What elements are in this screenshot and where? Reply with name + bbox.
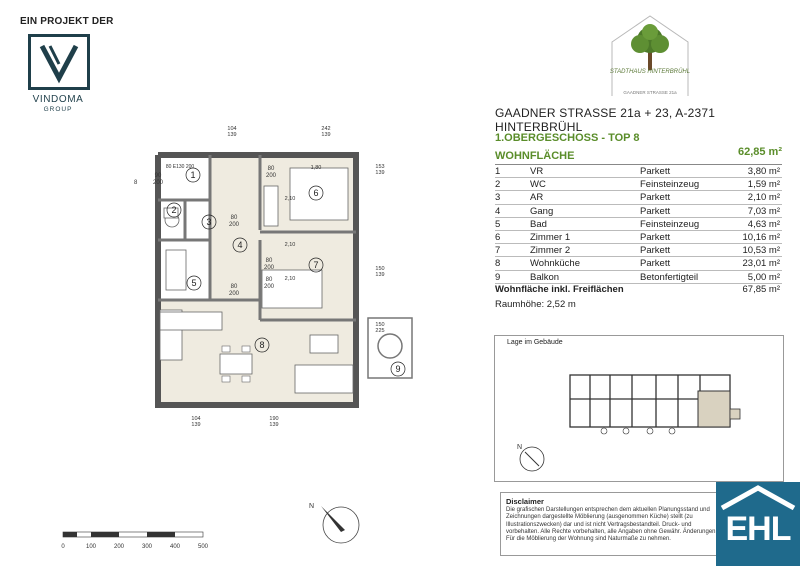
room-area: 23,01 m²	[742, 258, 780, 270]
room-number: 3	[495, 192, 501, 204]
room-name: VR	[530, 166, 544, 177]
window-label: 153 139	[375, 164, 385, 176]
room-number: 6	[495, 231, 501, 243]
table-row	[495, 271, 782, 284]
door-width: 80	[265, 258, 273, 264]
room-area: 5,00 m²	[747, 271, 780, 283]
room-area: 7,03 m²	[747, 205, 780, 217]
door-height: 200	[263, 265, 275, 271]
room-name: Gang	[530, 205, 554, 217]
door-height: 200	[265, 173, 277, 179]
table-row	[495, 231, 782, 244]
project-logo-name: STADTHAUS HINTERBRÜHL	[609, 69, 691, 75]
key-plan-north-label: N	[517, 444, 523, 451]
scale-tick: 400	[169, 544, 181, 550]
scale-tick: 100	[85, 544, 97, 550]
building-key-plan	[560, 365, 745, 475]
window-label: 190 139	[269, 416, 279, 428]
room-area: 1,59 m²	[747, 179, 780, 191]
table-row	[495, 191, 782, 204]
door-height: 200	[152, 180, 164, 186]
house-tree-logo	[606, 12, 694, 102]
window-label: 104 139	[227, 126, 237, 138]
table-row	[495, 205, 782, 218]
room-number: 8	[495, 258, 501, 270]
room-name: Bad	[530, 218, 547, 230]
table-row	[495, 178, 782, 191]
door-height: 200	[228, 222, 240, 228]
dim-label: 2,10	[284, 196, 296, 202]
room-number: 4	[495, 205, 501, 217]
door-width: 80	[267, 166, 275, 172]
room-flooring: Parkett	[640, 166, 671, 177]
window-label: 150 139	[375, 266, 385, 278]
vindoma-logo	[28, 34, 90, 90]
dim-label: 2,10	[284, 242, 296, 248]
room-area: 4,63 m²	[747, 218, 780, 230]
room-number: 1	[495, 166, 501, 177]
door-width: 80	[230, 284, 238, 290]
room-area: 10,53 m²	[742, 245, 780, 257]
north-arrow-icon	[305, 498, 365, 548]
plan-room-3: 3	[206, 217, 212, 227]
room-name: Balkon	[530, 271, 560, 283]
plan-room-4: 4	[237, 240, 243, 250]
scale-tick: 300	[141, 544, 153, 550]
room-flooring: Parkett	[640, 231, 671, 243]
room-flooring: Feinsteinzeug	[640, 218, 700, 230]
project-logo-address: GAADNER STRASSE 21a	[623, 90, 677, 95]
location-title: Lage im Gebäude	[507, 339, 563, 346]
disclaimer-text: Die grafischen Darstellungen entsprechen dem aktuellen Planungsstand und Zeichnungen dargestellte Möblierung (ausgenommen Küche) stellt (zu Illustrationszwecken) dar und ist nicht Vertragsbestandteil. Druck- und vorbehalten. Alle Rechte vorbehalten, alle Angaben ohne Gewähr. Änderungen Für die Möblierung der Wohnung sind Naturmaße zu nehmen.	[506, 507, 716, 543]
disclaimer-title: Disclaimer	[506, 497, 544, 506]
scale-tick: 0	[61, 544, 65, 550]
room-number: 2	[495, 179, 501, 191]
room-name: Zimmer 1	[530, 231, 571, 243]
roof-icon	[716, 482, 800, 512]
plan-room-7: 7	[313, 260, 319, 270]
plan-room-1: 1	[190, 170, 196, 180]
door-width: 90	[154, 173, 162, 179]
room-flooring: Betonfertigteil	[640, 271, 699, 283]
plan-room-2: 2	[171, 205, 177, 215]
room-flooring: Parkett	[640, 192, 671, 204]
project-by-label: EIN PROJEKT DER	[20, 16, 114, 27]
north-label: N	[309, 503, 315, 510]
table-row	[495, 257, 782, 270]
plan-room-8: 8	[259, 340, 265, 350]
total-row	[495, 284, 782, 296]
door-height: 200	[228, 291, 240, 297]
side-mark: 8	[134, 180, 138, 186]
dim-label: 2,10	[284, 276, 296, 282]
room-area: 3,80 m²	[747, 166, 780, 177]
room-number: 5	[495, 218, 501, 230]
room-table	[495, 164, 782, 296]
scale-tick: 200	[113, 544, 125, 550]
room-name: WC	[530, 179, 546, 191]
plan-room-5: 5	[191, 278, 197, 288]
room-flooring: Parkett	[640, 245, 671, 257]
door-height: 200	[263, 284, 275, 290]
room-area: 10,16 m²	[742, 231, 780, 243]
dim-label: 1,80	[310, 165, 322, 171]
unit-title: 1.OBERGESCHOSS - TOP 8	[495, 132, 640, 144]
room-number: 9	[495, 271, 501, 283]
project-address: GAADNER STRASSE 21a + 23, A-2371 HINTERBRÜHL	[495, 106, 716, 134]
room-flooring: Parkett	[640, 205, 671, 217]
room-name: AR	[530, 192, 544, 204]
plan-room-9: 9	[395, 364, 401, 374]
ehl-wordmark: EHL	[725, 510, 791, 548]
window-label: 150 225	[375, 322, 385, 334]
room-name: Wohnküche	[530, 258, 580, 270]
floor-plan	[130, 120, 430, 430]
room-name: Zimmer 2	[530, 245, 571, 257]
window-label: 242 139	[321, 126, 331, 138]
developer-group: GROUP	[43, 106, 73, 113]
door-width: 80	[230, 215, 238, 221]
room-number: 7	[495, 245, 501, 257]
room-flooring: Parkett	[640, 258, 671, 270]
plan-room-6: 6	[313, 188, 319, 198]
room-flooring: Feinsteinzeug	[640, 179, 700, 191]
living-area-value: 62,85 m²	[737, 146, 782, 158]
table-row	[495, 165, 782, 178]
living-area-label: WOHNFLÄCHE	[495, 150, 575, 162]
ceiling-height: Raumhöhe: 2,52 m	[495, 299, 576, 310]
total-value: 67,85 m²	[742, 283, 780, 295]
key-plan-north-arrow-icon	[515, 440, 549, 474]
table-row	[495, 244, 782, 257]
table-row	[495, 218, 782, 231]
room-area: 2,10 m²	[747, 192, 780, 204]
door-width: 80	[265, 277, 273, 283]
total-label: Wohnfläche inkl. Freiflächen	[495, 283, 624, 295]
developer-name: VINDOMA	[32, 94, 84, 105]
dim-label: 80 E130 200	[165, 164, 195, 170]
scale-bar	[55, 528, 225, 556]
scale-tick: 500	[197, 544, 209, 550]
window-label: 104 139	[191, 416, 201, 428]
